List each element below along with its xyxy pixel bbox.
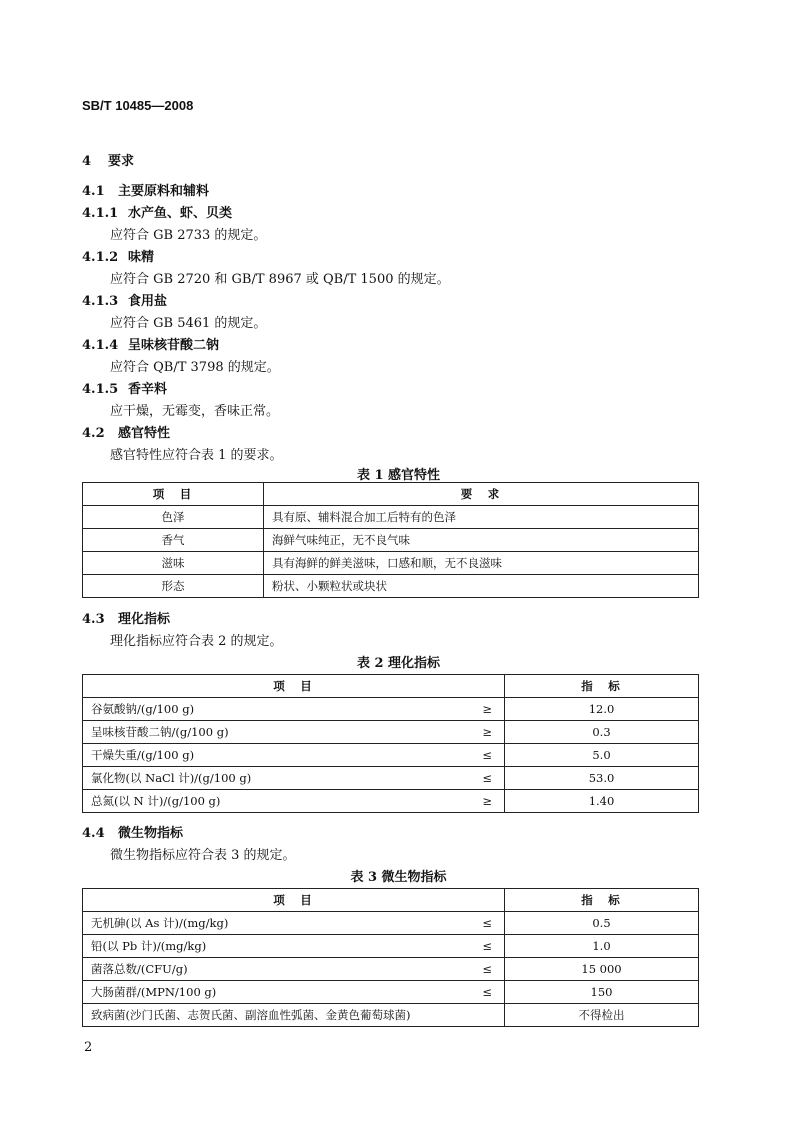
table-header-row (83, 675, 699, 698)
table-cell: 无机砷(以 As 计)/(mg/kg) (83, 912, 463, 935)
standard-number: SB/T 10485—2008 (82, 98, 194, 113)
table-cell: 香气 (83, 529, 264, 552)
section-4-heading: 4 要求 (82, 154, 135, 169)
table-cell: 致病菌(沙门氏菌、志贺氏菌、副溶血性弧菌、金黄色葡萄球菌) (83, 1004, 505, 1027)
table-row (83, 529, 699, 552)
section-4-1-5-heading: 4.1.5 香辛料 (82, 382, 168, 397)
table-header-cell: 要 求 (264, 483, 699, 506)
table-cell-symbol: ≤ (462, 958, 505, 981)
table1-sensory (82, 482, 699, 598)
table-cell: 海鲜气味纯正，无不良气味 (264, 529, 699, 552)
section-4-1-3-heading: 4.1.3 食用盐 (82, 294, 168, 309)
table-cell-value: 15 000 (505, 958, 699, 981)
table3-microbiological (82, 888, 699, 1027)
table3-caption: 表 3 微生物指标 (350, 870, 447, 885)
section-4-2-text: 感官特性应符合表 1 的要求。 (110, 448, 283, 463)
table-row (83, 912, 699, 935)
table-row (83, 552, 699, 575)
table-cell-value: 0.5 (505, 912, 699, 935)
table-cell-value: 不得检出 (505, 1004, 699, 1027)
table-cell: 氯化物(以 NaCl 计)/(g/100 g) (83, 767, 463, 790)
section-4-3-text: 理化指标应符合表 2 的规定。 (110, 634, 283, 649)
table-cell: 大肠菌群/(MPN/100 g) (83, 981, 463, 1004)
table-cell: 粉状、小颗粒状或块状 (264, 575, 699, 598)
table2-caption: 表 2 理化指标 (356, 656, 441, 671)
section-4-4-text: 微生物指标应符合表 3 的规定。 (110, 848, 296, 863)
table-cell-symbol: ≤ (462, 981, 505, 1004)
table-row (83, 698, 699, 721)
table-cell-value: 1.0 (505, 935, 699, 958)
section-4-1-2-heading: 4.1.2 味精 (82, 250, 155, 265)
table-cell: 铅(以 Pb 计)/(mg/kg) (83, 935, 463, 958)
table-row (83, 721, 699, 744)
table-cell-value: 1.40 (505, 790, 699, 813)
section-4-1-heading: 4.1 主要原料和辅料 (82, 184, 210, 199)
table-cell: 干燥失重/(g/100 g) (83, 744, 463, 767)
table-cell-value: 5.0 (505, 744, 699, 767)
table-row (83, 767, 699, 790)
table-header-cell: 指 标 (505, 889, 699, 912)
table-cell: 色泽 (83, 506, 264, 529)
table-cell-symbol: ≤ (462, 767, 505, 790)
table-cell: 具有海鲜的鲜美滋味，口感和顺，无不良滋味 (264, 552, 699, 575)
section-4-1-2-text: 应符合 GB 2720 和 GB/T 8967 或 QB/T 1500 的规定。 (110, 272, 450, 287)
table-header-row (83, 483, 699, 506)
table-row (83, 958, 699, 981)
section-4-3-heading: 4.3 理化指标 (82, 612, 171, 627)
section-4-1-4-heading: 4.1.4 呈味核苷酸二钠 (82, 338, 220, 353)
section-4-1-1-heading: 4.1.1 水产鱼、虾、贝类 (82, 206, 233, 221)
table-cell-symbol: ≤ (462, 744, 505, 767)
table1-caption: 表 1 感官特性 (356, 468, 441, 483)
table-cell-symbol: ≥ (462, 698, 505, 721)
table-cell: 呈味核苷酸二钠/(g/100 g) (83, 721, 463, 744)
page-number: 2 (84, 1040, 93, 1055)
table-row (83, 981, 699, 1004)
table-header-cell: 项 目 (83, 889, 505, 912)
table-cell-value: 53.0 (505, 767, 699, 790)
table-cell-value: 0.3 (505, 721, 699, 744)
table-row (83, 575, 699, 598)
table-header-row (83, 889, 699, 912)
section-4-1-4-text: 应符合 QB/T 3798 的规定。 (110, 360, 280, 375)
table-header-cell: 项 目 (83, 675, 505, 698)
table-cell: 形态 (83, 575, 264, 598)
section-4-1-5-text: 应干燥，无霉变，香味正常。 (110, 404, 280, 419)
table-cell-value: 150 (505, 981, 699, 1004)
table-header-cell: 指 标 (505, 675, 699, 698)
table-row (83, 790, 699, 813)
table-header-cell: 项 目 (83, 483, 264, 506)
table-cell-symbol: ≤ (462, 912, 505, 935)
table-row (83, 506, 699, 529)
table-cell: 谷氨酸钠/(g/100 g) (83, 698, 463, 721)
table-cell: 具有原、辅料混合加工后特有的色泽 (264, 506, 699, 529)
section-4-2-heading: 4.2 感官特性 (82, 426, 171, 441)
table-cell-symbol: ≥ (462, 721, 505, 744)
section-4-4-heading: 4.4 微生物指标 (82, 826, 184, 841)
table-row (83, 1004, 699, 1027)
table-cell: 菌落总数/(CFU/g) (83, 958, 463, 981)
table-cell-symbol: ≥ (462, 790, 505, 813)
table-cell: 总氮(以 N 计)/(g/100 g) (83, 790, 463, 813)
table-row (83, 744, 699, 767)
section-4-1-1-text: 应符合 GB 2733 的规定。 (110, 228, 267, 243)
table2-physicochemical (82, 674, 699, 813)
table-cell: 滋味 (83, 552, 264, 575)
table-row (83, 935, 699, 958)
table-cell-symbol: ≤ (462, 935, 505, 958)
table-cell-value: 12.0 (505, 698, 699, 721)
section-4-1-3-text: 应符合 GB 5461 的规定。 (110, 316, 267, 331)
